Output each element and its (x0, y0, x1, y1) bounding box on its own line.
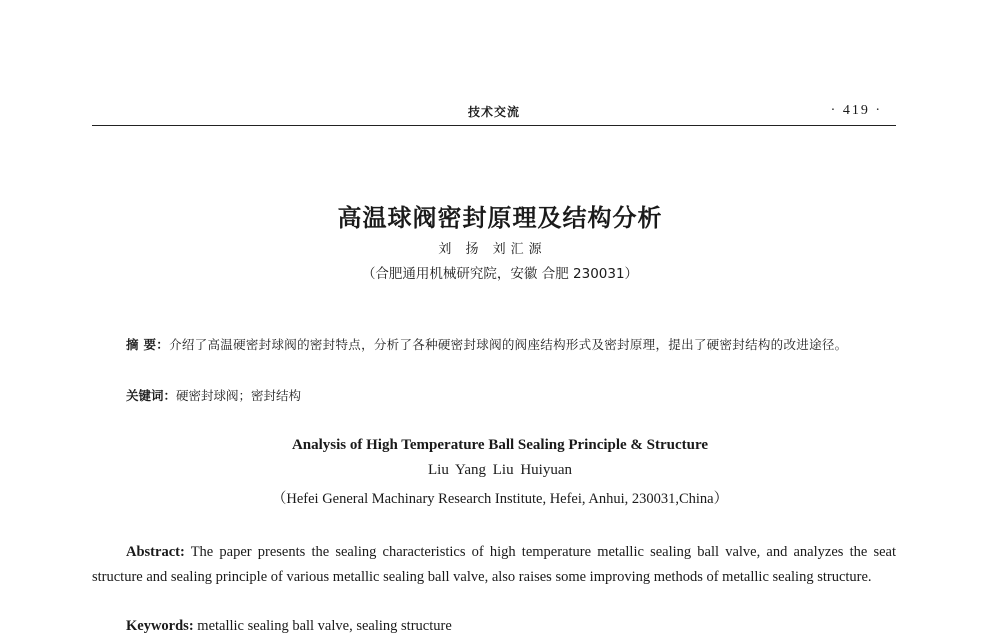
section-label: 技术交流 (467, 105, 520, 119)
chinese-abstract-label: 摘 要： (126, 337, 170, 352)
english-keywords (126, 618, 452, 635)
english-authors: Liu Yang Liu Huiyuan (428, 462, 572, 478)
english-abstract-label: Abstract: (126, 544, 185, 560)
english-affiliation: （Hefei General Machinary Research Institute, Hefei, Anhui, 230031,China） (271, 491, 729, 507)
chinese-affiliation: （合肥通用机械研究院，安徽 合肥 230031） (361, 266, 639, 282)
chinese-keywords-text: 硬密封球阀；密封结构 (176, 388, 302, 403)
chinese-abstract-text: 介绍了高温硬密封球阀的密封特点，分析了各种硬密封球阀的阀座结构形式及密封原理，提出了硬密封结构的改进途径。 (169, 337, 848, 352)
english-abstract-text: The paper presents the sealing characteristics of high temperature metallic sealing ball valve, and analyzes the seat structure and sealing principle of various metallic sealing ball valve, also raises some improving methods of metallic sealing structure. (92, 544, 896, 585)
chinese-keywords (126, 385, 301, 407)
header-rule (92, 125, 896, 126)
running-header (92, 103, 896, 121)
page-number: · 419 · (830, 103, 882, 118)
chinese-authors: 刘 扬 刘汇源 (438, 242, 547, 257)
chinese-title: 高温球阀密封原理及结构分析 (337, 203, 663, 232)
english-title: Analysis of High Temperature Ball Sealing Principle & Structure (291, 437, 709, 453)
english-keywords-text: metallic sealing ball valve, sealing structure (197, 618, 452, 634)
english-abstract (92, 540, 896, 590)
english-keywords-label: Keywords: (126, 618, 194, 634)
chinese-keywords-label: 关键词： (126, 388, 177, 403)
chinese-abstract (92, 332, 896, 358)
